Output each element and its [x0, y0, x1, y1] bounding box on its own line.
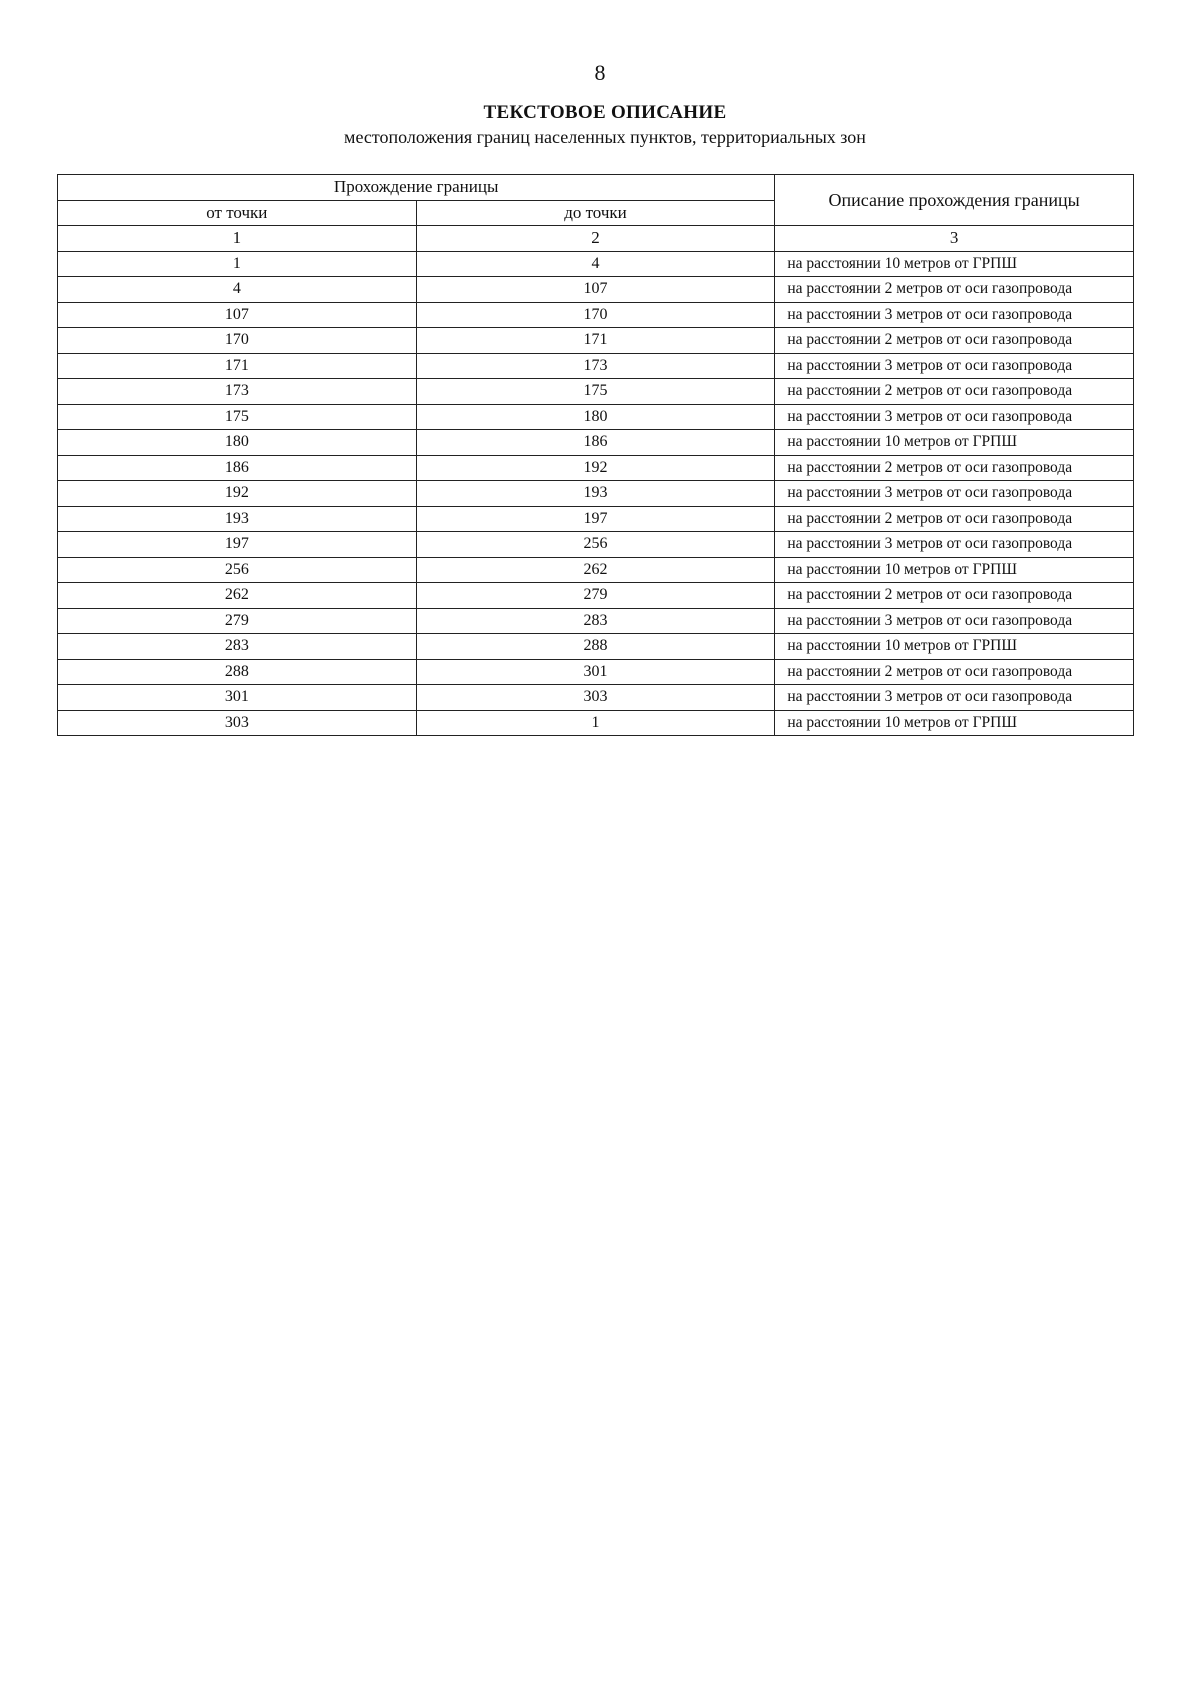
from-point-cell: 173	[58, 379, 417, 405]
from-point-cell: 283	[58, 634, 417, 660]
table-row	[58, 685, 1134, 711]
from-point-cell: 192	[58, 481, 417, 507]
description-cell: на расстоянии 3 метров от оси газопровода	[775, 608, 1134, 634]
to-point-cell: 197	[416, 506, 775, 532]
to-point-cell: 107	[416, 277, 775, 303]
header-boundary-passage: Прохождение границы	[58, 175, 775, 201]
description-cell: на расстоянии 3 метров от оси газопровода	[775, 353, 1134, 379]
description-cell: на расстоянии 3 метров от оси газопровода	[775, 302, 1134, 328]
description-cell: на расстоянии 10 метров от ГРПШ	[775, 430, 1134, 456]
to-point-cell: 279	[416, 583, 775, 609]
from-point-cell: 171	[58, 353, 417, 379]
from-point-cell: 279	[58, 608, 417, 634]
to-point-cell: 173	[416, 353, 775, 379]
table-row	[58, 481, 1134, 507]
to-point-cell: 262	[416, 557, 775, 583]
to-point-cell: 180	[416, 404, 775, 430]
description-cell: на расстоянии 10 метров от ГРПШ	[775, 634, 1134, 660]
column-number-2: 2	[416, 226, 775, 252]
description-cell: на расстоянии 2 метров от оси газопровода	[775, 379, 1134, 405]
description-cell: на расстоянии 2 метров от оси газопровода	[775, 277, 1134, 303]
from-point-cell: 288	[58, 659, 417, 685]
header-description: Описание прохождения границы	[775, 175, 1134, 226]
from-point-cell: 180	[58, 430, 417, 456]
description-cell: на расстоянии 2 метров от оси газопровода	[775, 328, 1134, 354]
description-cell: на расстоянии 10 метров от ГРПШ	[775, 251, 1134, 277]
description-cell: на расстоянии 10 метров от ГРПШ	[775, 710, 1134, 736]
table-row	[58, 379, 1134, 405]
table-row	[58, 583, 1134, 609]
to-point-cell: 192	[416, 455, 775, 481]
from-point-cell: 186	[58, 455, 417, 481]
boundary-description-table	[57, 174, 1134, 736]
table-row	[58, 404, 1134, 430]
table-body	[58, 251, 1134, 736]
description-cell: на расстоянии 10 метров от ГРПШ	[775, 557, 1134, 583]
description-cell: на расстоянии 3 метров от оси газопровода	[775, 532, 1134, 558]
table-row	[58, 710, 1134, 736]
table-row	[58, 455, 1134, 481]
description-cell: на расстоянии 2 метров от оси газопровода	[775, 583, 1134, 609]
to-point-cell: 1	[416, 710, 775, 736]
table-row	[58, 277, 1134, 303]
from-point-cell: 175	[58, 404, 417, 430]
description-cell: на расстоянии 3 метров от оси газопровода	[775, 404, 1134, 430]
column-number-3: 3	[775, 226, 1134, 252]
column-number-1: 1	[58, 226, 417, 252]
table-row	[58, 328, 1134, 354]
description-cell: на расстоянии 2 метров от оси газопровода	[775, 659, 1134, 685]
from-point-cell: 303	[58, 710, 417, 736]
table-row	[58, 659, 1134, 685]
page-number: 8	[594, 60, 606, 85]
table-row	[58, 430, 1134, 456]
to-point-cell: 171	[416, 328, 775, 354]
document-subtitle: местоположения границ населенных пунктов, территориальных зон	[344, 127, 866, 147]
from-point-cell: 107	[58, 302, 417, 328]
to-point-cell: 186	[416, 430, 775, 456]
description-cell: на расстоянии 3 метров от оси газопровода	[775, 481, 1134, 507]
from-point-cell: 262	[58, 583, 417, 609]
to-point-cell: 288	[416, 634, 775, 660]
table-row	[58, 608, 1134, 634]
from-point-cell: 4	[58, 277, 417, 303]
from-point-cell: 193	[58, 506, 417, 532]
to-point-cell: 170	[416, 302, 775, 328]
from-point-cell: 170	[58, 328, 417, 354]
to-point-cell: 4	[416, 251, 775, 277]
table-row	[58, 532, 1134, 558]
from-point-cell: 256	[58, 557, 417, 583]
to-point-cell: 175	[416, 379, 775, 405]
table-row	[58, 634, 1134, 660]
header-from-point: от точки	[58, 200, 417, 226]
description-cell: на расстоянии 3 метров от оси газопровода	[775, 685, 1134, 711]
to-point-cell: 283	[416, 608, 775, 634]
from-point-cell: 1	[58, 251, 417, 277]
to-point-cell: 303	[416, 685, 775, 711]
table-row	[58, 353, 1134, 379]
to-point-cell: 256	[416, 532, 775, 558]
description-cell: на расстоянии 2 метров от оси газопровода	[775, 506, 1134, 532]
table-row	[58, 251, 1134, 277]
header-to-point: до точки	[416, 200, 775, 226]
to-point-cell: 301	[416, 659, 775, 685]
description-cell: на расстоянии 2 метров от оси газопровода	[775, 455, 1134, 481]
table-row	[58, 557, 1134, 583]
from-point-cell: 301	[58, 685, 417, 711]
table-row	[58, 506, 1134, 532]
to-point-cell: 193	[416, 481, 775, 507]
table-row	[58, 302, 1134, 328]
document-title: ТЕКСТОВОЕ ОПИСАНИЕ	[483, 102, 727, 123]
from-point-cell: 197	[58, 532, 417, 558]
